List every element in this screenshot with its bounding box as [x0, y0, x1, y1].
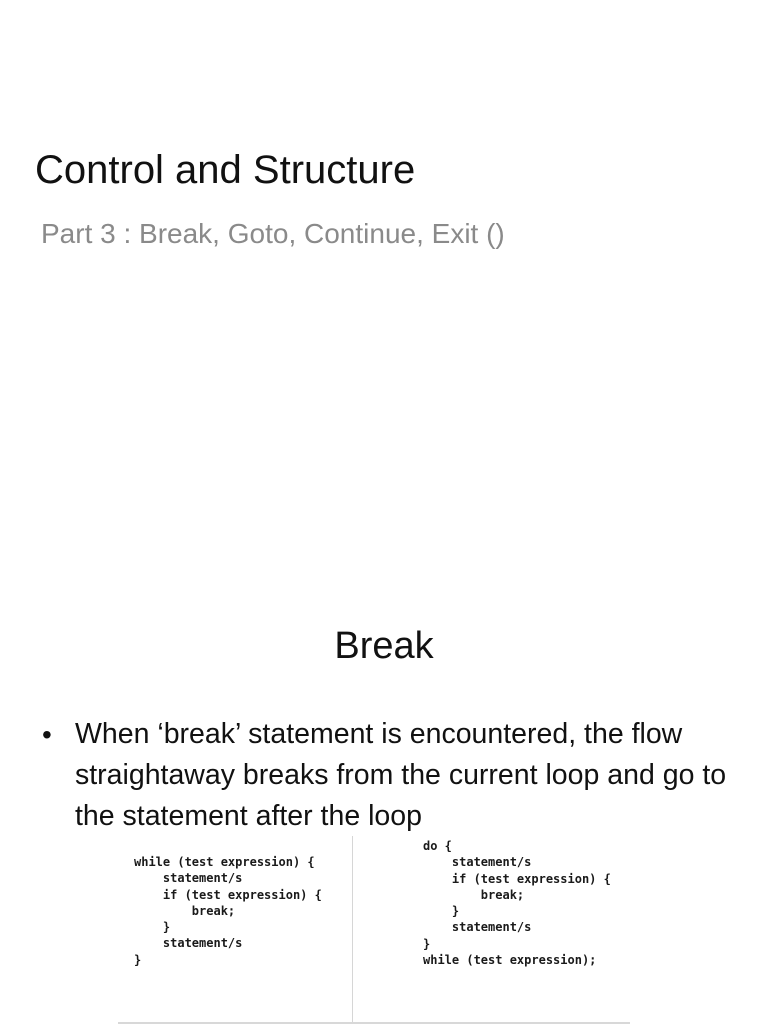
slide-title: Control and Structure	[35, 148, 416, 192]
slide-title: Break	[334, 625, 434, 667]
while-loop-code: while (test expression) { statement/s if (test expression) { break; } statement/s }	[134, 855, 322, 967]
bullet-text: When ‘break’ statement is encountered, the flow straightaway breaks from the current loop and go to the statement after the loop	[75, 718, 727, 832]
list-item	[40, 714, 740, 837]
code-image	[118, 830, 630, 1024]
do-while-loop-code: do { statement/s if (test expression) { break; } statement/s } while (test expression);	[423, 839, 611, 968]
divider	[352, 836, 353, 1024]
break-slide	[0, 576, 768, 1024]
bullet-icon: •	[42, 719, 52, 750]
bullet-list	[40, 714, 740, 837]
slide-subtitle: Part 3 : Break, Goto, Continue, Exit ()	[41, 218, 505, 249]
